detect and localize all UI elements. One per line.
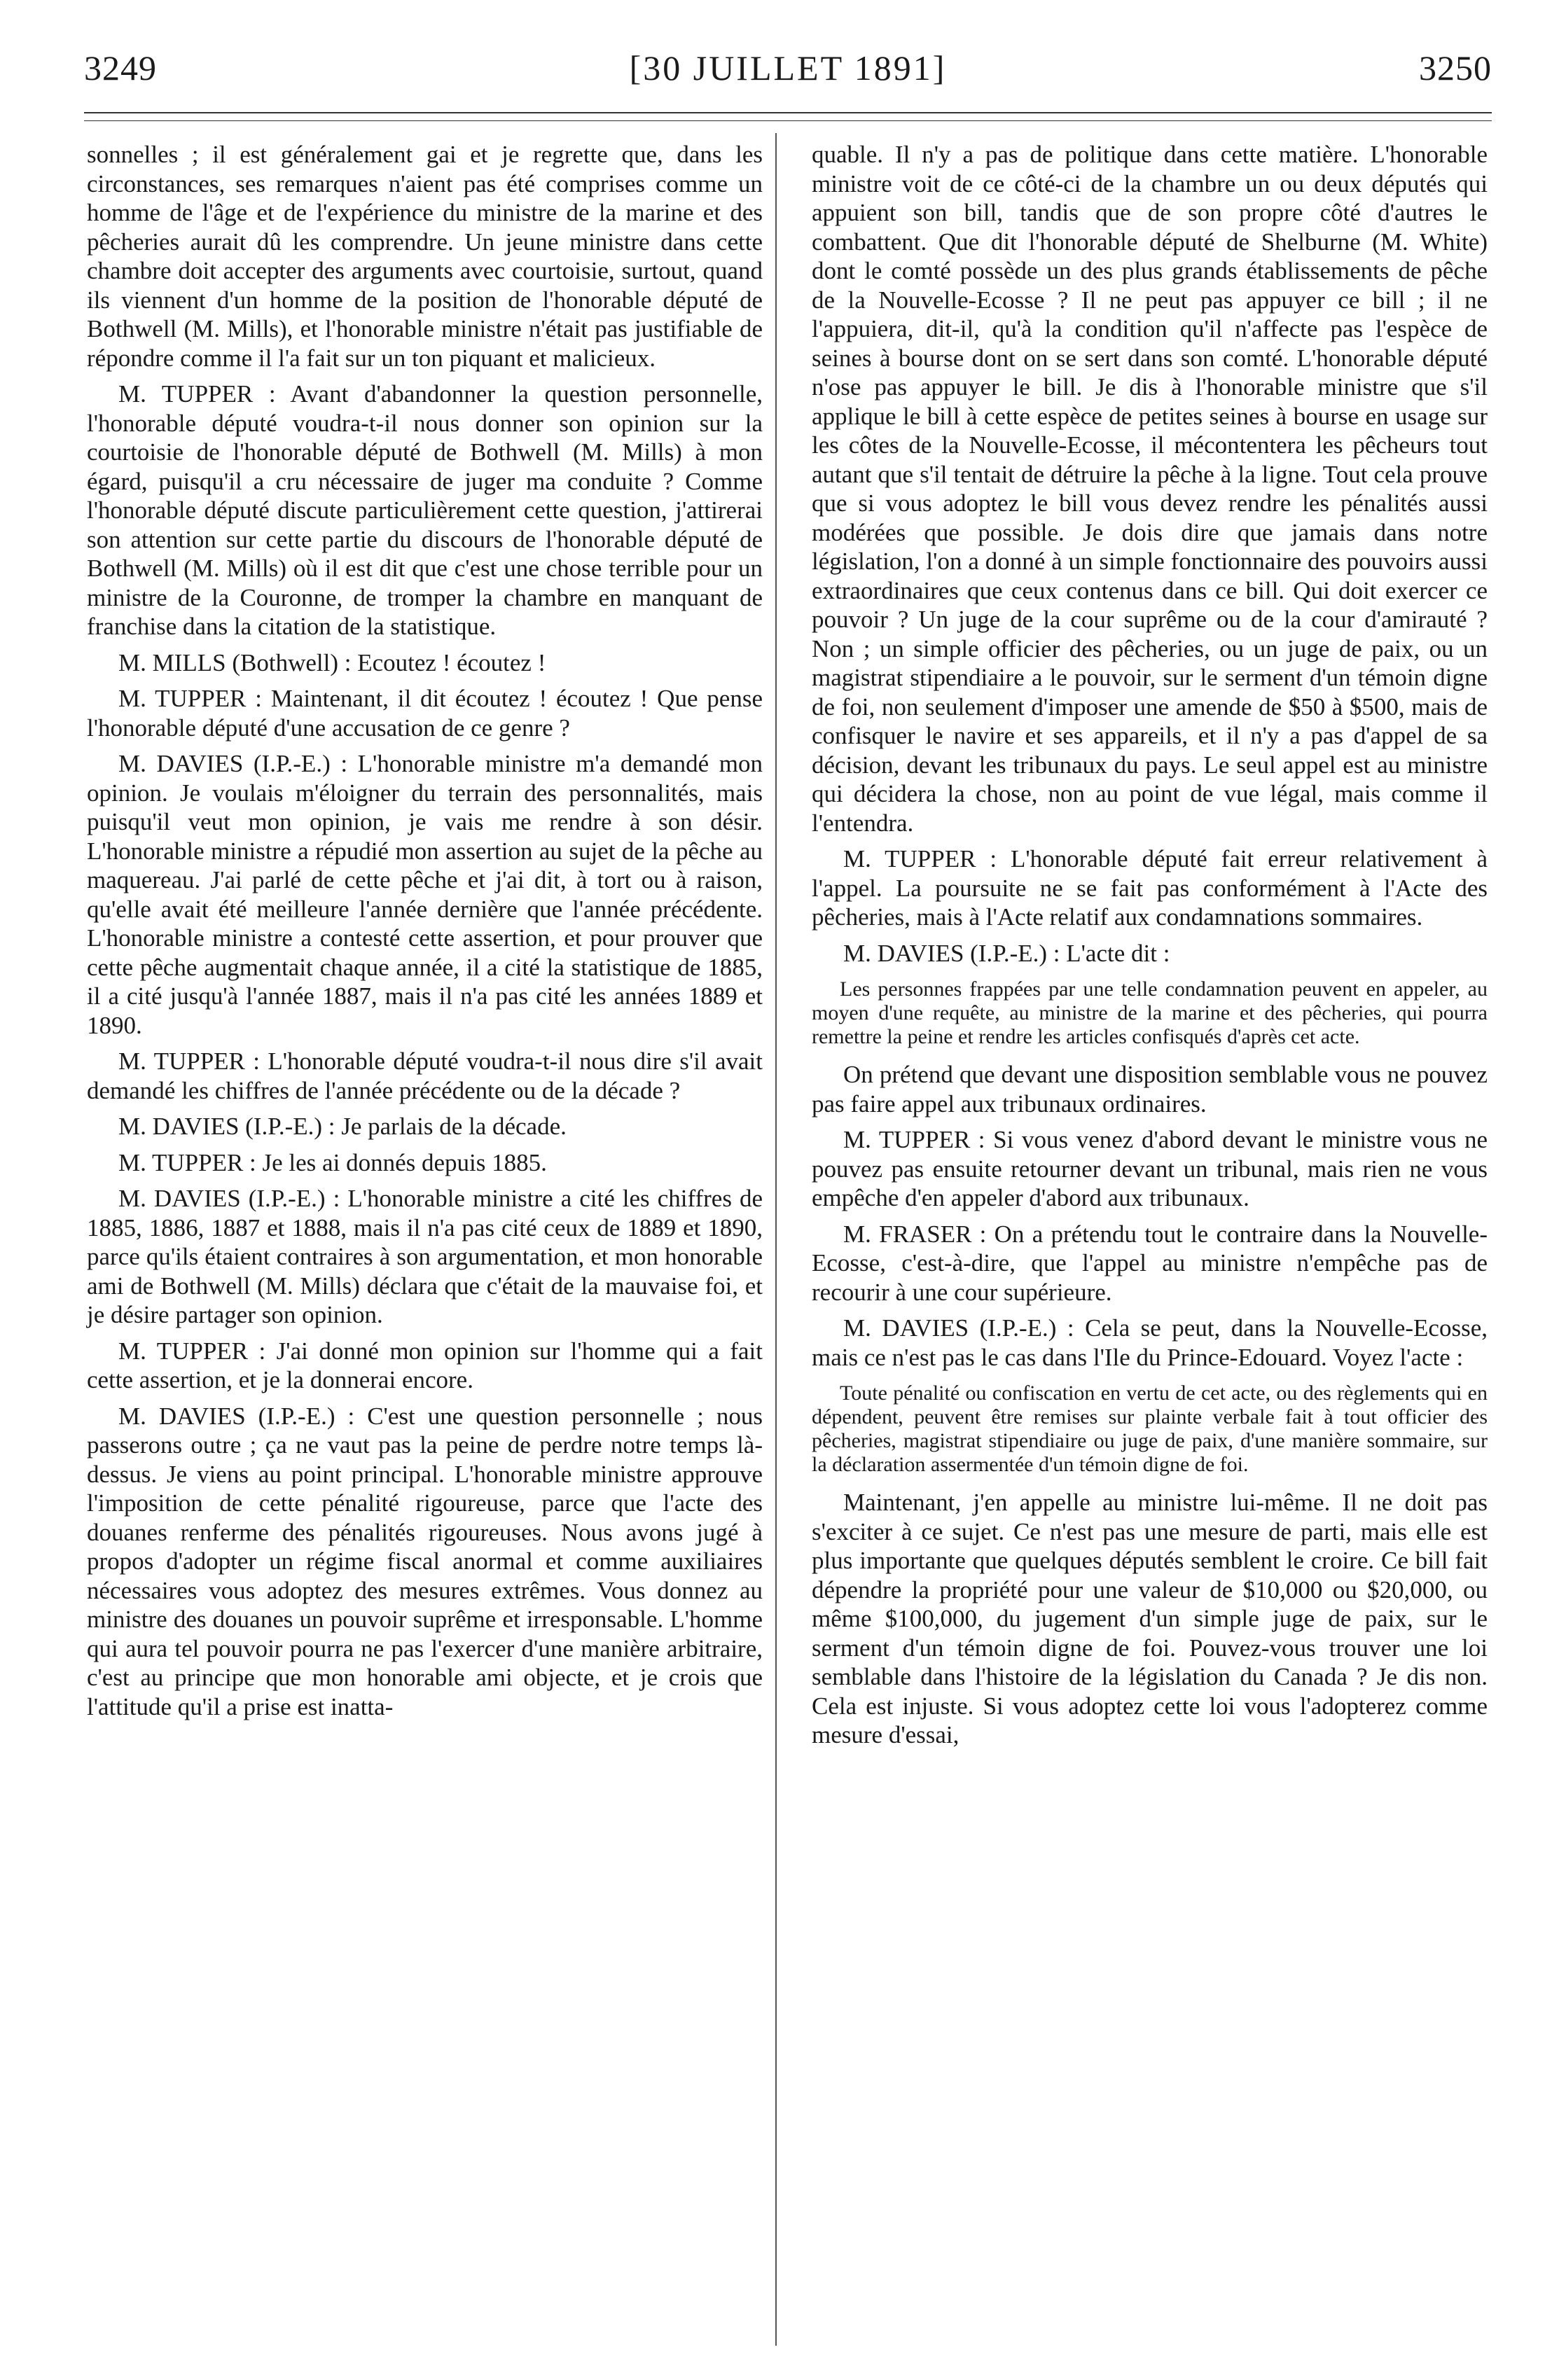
header-rule — [84, 112, 1492, 113]
page-header — [84, 43, 1492, 92]
paragraph: M. FRASER : On a prétendu tout le contraire dans la Nouvelle-Ecosse, c'est-à-dire, que l'appel au ministre n'empêche pas de recourir à une cour supérieure. — [812, 1220, 1488, 1306]
header-date: [30 JUILLET 1891] — [629, 48, 947, 88]
page-number-right: 3250 — [1419, 48, 1492, 88]
paragraph: On prétend que devant une disposition semblable vous ne pouvez pas faire appel aux tribunaux ordinaires. — [812, 1061, 1488, 1118]
paragraph: M. DAVIES (I.P.-E.) : L'acte dit : — [843, 939, 1170, 967]
paragraph: M. TUPPER : J'ai donné mon opinion sur l'homme qui a fait cette assertion, et je la donnerai encore. — [87, 1337, 763, 1393]
quoted-act-excerpt: Les personnes frappées par une telle condamnation peuvent en appeler, au moyen d'une requête, au ministre de la marine et des pêcheries, qui pourra remettre la peine et rendre les articles confisqués d'après cet acte. — [812, 977, 1488, 1048]
paragraph: M. TUPPER : Je les ai donnés depuis 1885. — [118, 1148, 547, 1176]
paragraph: quable. Il n'y a pas de politique dans cette matière. L'honorable ministre voit de ce côté-ci de la chambre un ou deux députés qui appuient son bill, tandis que de son propre côté d'autres le combattent. Que dit l'honorable député de Shelburne (M. White) dont le comté possède un des plus grands établissements de pêche de la Nouvelle-Ecosse ? Il ne peut pas appuyer ce bill ; il ne l'appuiera, dit-il, qu'à la condition qu'il n'affecte pas l'espèce de seines à bourse dont on se sert dans son comté. L'honorable député n'ose pas appuyer le bill. Je dis à l'honorable ministre que s'il applique le bill à cette espèce de petites seines à bourse en usage sur les côtes de la Nouvelle-Ecosse, il mécontentera les pêcheurs tout autant que s'il tentait de détruire la pêche à la ligne. Tout cela prouve que si vous adoptez le bill vous devez rendre les pénalités aussi modérées que possible. Je dois dire que jamais dans notre législation, l'on a donné à un simple fonctionnaire des pouvoirs aussi extraordinaires que ceux contenus dans ce bill. Qui doit exercer ce pouvoir ? Un juge de la cour suprême ou de la cour d'amirauté ? Non ; un simple officier des pêcheries, ou un juge de paix, ou un magistrat stipendiaire a le pouvoir, sur le serment d'un témoin digne de foi, non seulement d'imposer une amende de $50 à $500, mais de confisquer le navire et ses appareils, et il n'y a pas d'appel de sa décision, devant les tribunaux du pays. Le seul appel est au ministre qui décidera la chose, non au point de vue légal, mais comme il l'entendra. — [812, 141, 1488, 837]
paragraph: M. DAVIES (I.P.-E.) : Cela se peut, dans la Nouvelle-Ecosse, mais ce n'est pas le cas dans l'Ile du Prince-Edouard. Voyez l'acte : — [812, 1314, 1488, 1371]
paragraph: M. TUPPER : Avant d'abandonner la question personnelle, l'honorable député voudra-t-il nous donner son opinion sur la courtoisie de l'honorable député de Bothwell (M. Mills) à mon égard, puisqu'il a cru nécessaire de juger ma conduite ? Comme l'honorable député discute particulièrement cette question, j'attirerai son attention sur cette partie du discours de l'honorable député de Bothwell (M. Mills) où il est dit que c'est une chose terrible pour un ministre de la Couronne, de tromper la chambre en manquant de franchise dans la citation de la statistique. — [87, 380, 763, 640]
left-column — [87, 140, 763, 1721]
paragraph: sonnelles ; il est généralement gai et je regrette que, dans les circonstances, ses remarques n'aient pas été comprises comme un homme de l'âge et de l'expérience du ministre de la marine et des pêcheries aurait dû les comprendre. Un jeune ministre dans cette chambre doit accepter des arguments avec courtoisie, surtout, quand ils viennent d'un homme de la position de l'honorable député de Bothwell (M. Mills), et l'honorable ministre n'était pas justifiable de répondre comme il l'a fait sur un ton piquant et malicieux. — [87, 141, 763, 372]
paragraph: M. TUPPER : Si vous venez d'abord devant le ministre vous ne pouvez pas ensuite retourner devant un tribunal, mais rien ne vous empêche d'en appeler d'abord aux tribunaux. — [812, 1126, 1488, 1211]
paragraph: M. DAVIES (I.P.-E.) : L'honorable ministre m'a demandé mon opinion. Je voulais m'éloigner du terrain des personnalités, mais puisqu'il veut mon opinion, je vais me rendre à son désir. L'honorable ministre a répudié mon assertion au sujet de la pêche au maquereau. J'ai parlé de cette pêche et j'ai dit, à tort ou à raison, qu'elle avait été meilleure l'année dernière que l'année précédente. L'honorable ministre a contesté cette assertion, et pour prouver que cette pêche augmentait chaque année, il a cité la statistique de 1885, il a cité jusqu'à l'année 1887, mais il n'a pas cité les années 1889 et 1890. — [87, 750, 763, 1039]
paragraph: M. DAVIES (I.P.-E.) : C'est une question personnelle ; nous passerons outre ; ça ne vaut pas la peine de perdre notre temps là-dessus. Je viens au point principal. L'honorable ministre approuve l'imposition de cette pénalité rigoureuse, parce que l'acte des douanes renferme des pénalités rigoureuses. Nous avons jugé à propos d'adopter un régime fiscal anormal et comme auxiliaires nécessaires vous adoptez des mesures extrêmes. Vous donnez au ministre des douanes un pouvoir suprême et irresponsable. L'homme qui aura tel pouvoir pourra ne pas l'exercer d'une manière arbitraire, c'est au principe que mon honorable ami objecte, et je crois que l'attitude qu'il a prise est inatta- — [87, 1402, 763, 1720]
paragraph: M. DAVIES (I.P.-E.) : L'honorable ministre a cité les chiffres de 1885, 1886, 1887 et 1888, mais il n'a pas cité ceux de 1889 et 1890, parce qu'ils étaient contraires à son argumentation, et mon honorable ami de Bothwell (M. Mills) déclara que c'était de la mauvaise foi, et je désire partager son opinion. — [87, 1185, 763, 1328]
right-column — [812, 140, 1488, 1750]
header-rule-thin — [84, 120, 1492, 121]
quoted-act-excerpt: Toute pénalité ou confiscation en vertu de cet acte, ou des règlements qui en dépendent, peuvent être remises sur plainte verbale fait à tout officier des pêcheries, magistrat stipendiaire ou juge de paix, d'une manière sommaire, sur la déclaration assermentée d'un témoin digne de foi. — [812, 1382, 1488, 1476]
paragraph: M. TUPPER : L'honorable député fait erreur relativement à l'appel. La poursuite ne se fait pas conformément à l'Acte des pêcheries, mais à l'Acte relatif aux condamnations sommaires. — [812, 845, 1488, 931]
paragraph: M. TUPPER : L'honorable député voudra-t-il nous dire s'il avait demandé les chiffres de l'année précédente ou de la décade ? — [87, 1048, 763, 1104]
paragraph: M. TUPPER : Maintenant, il dit écoutez ! écoutez ! Que pense l'honorable député d'une accusation de ce genre ? — [87, 685, 763, 742]
paragraph: M. DAVIES (I.P.-E.) : Je parlais de la décade. — [118, 1113, 567, 1140]
paragraph: M. MILLS (Bothwell) : Ecoutez ! écoutez ! — [118, 648, 546, 676]
page-number-left: 3249 — [84, 48, 157, 88]
paragraph: Maintenant, j'en appelle au ministre lui-même. Il ne doit pas s'exciter à ce sujet. Ce n'est pas une mesure de parti, mais elle est plus importante que quelques députés semblent le croire. Ce bill fait dépendre la propriété pour une valeur de $10,000 ou $20,000, ou même $100,000, du jugement d'un simple juge de paix, sur le serment d'un témoin digne de foi. Pouvez-vous trouver une loi semblable dans l'histoire de la législation du Canada ? Je dis non. Cela est injuste. Si vous adoptez cette loi vous l'adopterez comme mesure d'essai, — [812, 1489, 1488, 1748]
column-divider — [775, 133, 777, 2346]
